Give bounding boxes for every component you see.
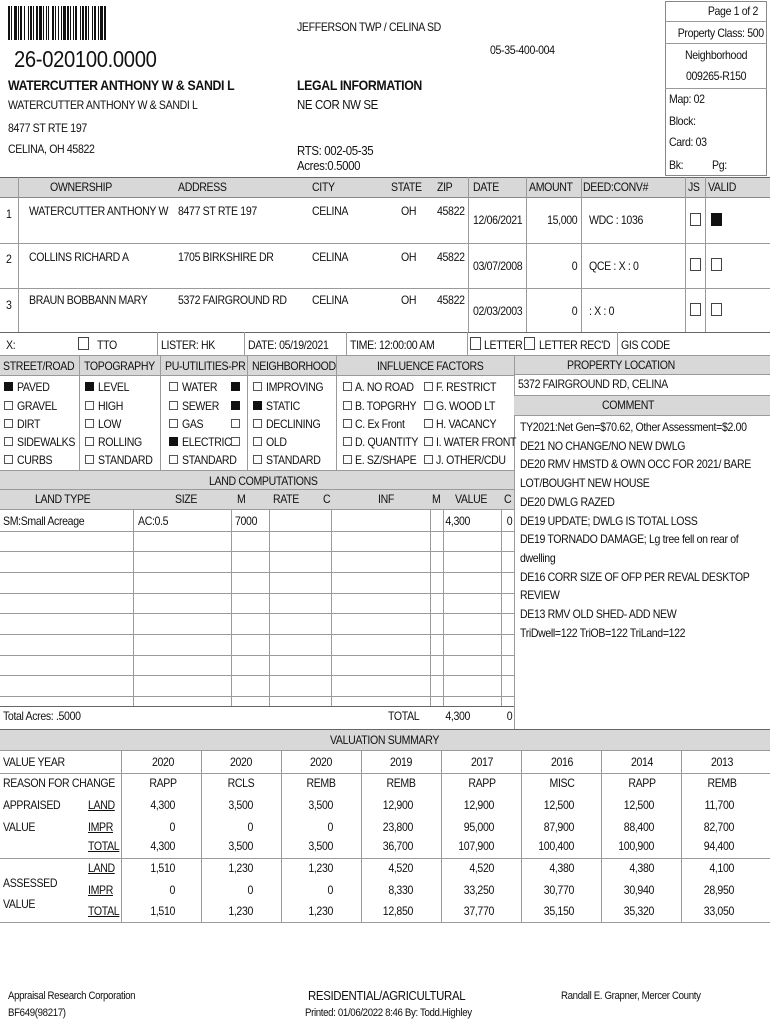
owner-zip: 45822 — [437, 204, 465, 218]
topo-checkbox[interactable] — [85, 437, 94, 446]
land-title: LAND COMPUTATIONS — [209, 474, 318, 488]
comment-line: DE13 RMV OLD SHED- ADD NEW — [520, 607, 677, 621]
street-option-label: CURBS — [17, 453, 53, 467]
reason-code: MISC — [549, 776, 575, 790]
assessed-impr: 33,250 — [463, 883, 494, 897]
topo-option-label: LEVEL — [98, 380, 130, 394]
owner-state: OH — [401, 204, 417, 218]
street-checkbox[interactable] — [4, 419, 13, 428]
assessed-land: 1,230 — [308, 861, 333, 875]
assessed-total: 37,770 — [463, 904, 494, 918]
influence-option-label: J. OTHER/CDU — [436, 453, 506, 467]
owner-name: WATERCUTTER ANTHONY W — [29, 204, 169, 218]
util-checkbox[interactable] — [169, 437, 178, 446]
influence-option-label: G. WOOD LT — [436, 399, 496, 413]
grid-line — [0, 858, 770, 859]
owner-address: 1705 BIRKSHIRE DR — [178, 250, 274, 264]
land-col-inf: INF — [378, 492, 394, 506]
col-city: CITY — [312, 180, 335, 194]
land-col-c2: C — [504, 492, 512, 506]
street-checkbox[interactable] — [4, 401, 13, 410]
impr-label: IMPR — [88, 883, 113, 897]
util-checkbox[interactable] — [169, 401, 178, 410]
footer-county: Randall E. Grapner, Mercer County — [561, 990, 701, 1002]
owner-line-2: 8477 ST RTE 197 — [8, 121, 87, 135]
topo-checkbox[interactable] — [85, 419, 94, 428]
rts: RTS: 002-05-35 — [297, 143, 374, 158]
col-state: STATE — [391, 180, 422, 194]
owner-name: BRAUN BOBBANN MARY — [29, 293, 148, 307]
property-location-title: PROPERTY LOCATION — [567, 358, 675, 372]
neigh-option-label: DECLINING — [266, 417, 321, 431]
appraised-land: 12,900 — [463, 798, 494, 812]
util-option-label: GAS — [182, 417, 204, 431]
value-year: 2017 — [470, 755, 494, 769]
land-label: LAND — [88, 798, 115, 812]
col-zip: ZIP — [437, 180, 453, 194]
col-address: ADDRESS — [178, 180, 227, 194]
land-col-type: LAND TYPE — [35, 492, 91, 506]
influence-option-label: F. RESTRICT — [436, 380, 497, 394]
sale-date: 02/03/2003 — [473, 304, 523, 318]
value-year: 2016 — [550, 755, 574, 769]
assessed-land: 4,380 — [629, 861, 654, 875]
assessed-total: 1,510 — [150, 904, 175, 918]
appraised-total: 36,700 — [382, 839, 413, 853]
util-title: PU-UTILITIES-PR — [165, 359, 246, 373]
owner-name: COLLINS RICHARD A — [29, 250, 129, 264]
comment-line: DE16 CORR SIZE OF OFP PER REVAL DESKTOP — [520, 569, 750, 584]
total-label: TOTAL — [88, 904, 120, 918]
street-title: STREET/ROAD — [3, 359, 75, 373]
land-rate: 7000 — [235, 514, 258, 528]
value-year: 2020 — [151, 755, 175, 769]
comment-line: DE19 TORNADO DAMAGE; Lg tree fell on rear of — [520, 532, 739, 547]
assessed-label: ASSESSED — [3, 876, 58, 890]
util-private-checkbox[interactable] — [231, 437, 240, 446]
influence-option-label: C. Ex Front — [355, 417, 405, 431]
appraised-impr: 0 — [327, 820, 333, 834]
total-label: TOTAL — [88, 839, 120, 853]
util-private-checkbox[interactable] — [231, 401, 240, 410]
land-col-m: M — [237, 492, 246, 506]
street-option-label: DIRT — [17, 417, 41, 431]
assessed-land: 4,100 — [709, 861, 734, 875]
value-year: 2019 — [389, 755, 413, 769]
neigh-option-label: STATIC — [266, 399, 300, 413]
influence-option-label: B. TOPGRHY — [355, 399, 417, 413]
pg-label: Pg: — [712, 158, 727, 172]
util-option-label: ELECTRIC — [182, 435, 232, 449]
influence-checkbox[interactable] — [424, 455, 433, 464]
topo-checkbox[interactable] — [85, 382, 94, 391]
util-option-label: SEWER — [182, 399, 219, 413]
neigh-checkbox[interactable] — [253, 419, 262, 428]
owner-city: CELINA — [312, 250, 349, 264]
lister-time: TIME: 12:00:00 AM — [350, 338, 435, 352]
assessed-land: 4,520 — [469, 861, 494, 875]
value-year-label: VALUE YEAR — [3, 755, 65, 769]
owner-state: OH — [401, 293, 417, 307]
sale-amount: 0 — [571, 304, 577, 318]
influence-checkbox[interactable] — [343, 382, 352, 391]
reason-code: REMB — [386, 776, 416, 790]
appraised-total: 100,400 — [538, 839, 574, 853]
deed-conv: WDC : 1036 — [589, 213, 643, 227]
assessed-impr: 0 — [247, 883, 253, 897]
appraised-total: 3,500 — [228, 839, 253, 853]
col-amount: AMOUNT — [529, 180, 573, 194]
map-id: 05-35-400-004 — [490, 43, 555, 57]
ownership-header-bar — [0, 177, 770, 197]
appraised-land: 12,900 — [382, 798, 413, 812]
owner-zip: 45822 — [437, 250, 465, 264]
reason-code: REMB — [707, 776, 737, 790]
assessed-total: 35,150 — [543, 904, 574, 918]
reason-code: RAPP — [468, 776, 496, 790]
appraised-land: 12,500 — [623, 798, 654, 812]
util-option-label: STANDARD — [182, 453, 237, 467]
appraised-impr: 82,700 — [703, 820, 734, 834]
valid-checkbox[interactable] — [711, 303, 722, 316]
street-option-label: SIDEWALKS — [17, 435, 76, 449]
topo-checkbox[interactable] — [85, 401, 94, 410]
assessed-total: 33,050 — [703, 904, 734, 918]
util-option-label: WATER — [182, 380, 218, 394]
bk-label: Bk: — [669, 158, 684, 172]
topo-option-label: HIGH — [98, 399, 123, 413]
appraised-impr: 88,400 — [623, 820, 654, 834]
land-type: SM:Small Acreage — [3, 514, 85, 528]
assessed-total: 12,850 — [382, 904, 413, 918]
appraised-impr: 23,800 — [382, 820, 413, 834]
block-label: Block: — [669, 114, 696, 128]
influence-checkbox[interactable] — [343, 419, 352, 428]
influence-checkbox[interactable] — [424, 419, 433, 428]
appraised-land: 11,700 — [704, 798, 734, 812]
lister-date: DATE: 05/19/2021 — [248, 338, 329, 352]
assessed-land: 1,230 — [228, 861, 253, 875]
comment-line: REVIEW — [520, 588, 560, 603]
comment-title: COMMENT — [602, 398, 655, 412]
appraised-land: 12,500 — [543, 798, 574, 812]
neigh-option-label: OLD — [266, 435, 287, 449]
influence-title: INFLUENCE FACTORS — [377, 359, 484, 373]
tto-label: TTO — [97, 338, 117, 352]
deed-conv: QCE : X : 0 — [589, 259, 639, 273]
comment-line: LOT/BOUGHT NEW HOUSE — [520, 476, 650, 491]
footer-form-type: RESIDENTIAL/AGRICULTURAL — [308, 988, 466, 1003]
neigh-option-label: STANDARD — [266, 453, 321, 467]
reason-code: RAPP — [628, 776, 656, 790]
x-label: X: — [6, 338, 16, 352]
total-acres: Total Acres: .5000 — [3, 709, 81, 723]
owner-zip: 45822 — [437, 293, 465, 307]
property-class: Property Class: 500 — [677, 26, 764, 40]
topo-option-label: ROLLING — [98, 435, 142, 449]
letter-recd-checkbox[interactable] — [524, 337, 535, 350]
appraised-total: 107,900 — [458, 839, 494, 853]
owner-address: 5372 FAIRGROUND RD — [178, 293, 287, 307]
appraised-label: APPRAISED — [3, 798, 61, 812]
influence-checkbox[interactable] — [424, 382, 433, 391]
assessed-total: 1,230 — [308, 904, 333, 918]
appraised-land: 3,500 — [228, 798, 253, 812]
reason-code: RAPP — [149, 776, 177, 790]
land-c: 0 — [506, 514, 512, 528]
col-js: JS — [688, 180, 700, 194]
sale-date: 12/06/2021 — [473, 213, 523, 227]
letter-checkbox[interactable] — [470, 337, 481, 350]
deed-conv: : X : 0 — [589, 304, 615, 318]
assessed-land: 4,380 — [549, 861, 574, 875]
letter-recd-label: LETTER REC'D — [539, 338, 611, 352]
land-col-m2: M — [432, 492, 441, 506]
appraised-total: 94,400 — [703, 839, 734, 853]
influence-option-label: I. WATER FRONT — [436, 435, 517, 449]
legal-title: LEGAL INFORMATION — [297, 77, 422, 93]
assessed-total: 1,230 — [228, 904, 253, 918]
assessed-impr: 0 — [169, 883, 175, 897]
street-checkbox[interactable] — [4, 382, 13, 391]
comment-line: DE19 UPDATE; DWLG IS TOTAL LOSS — [520, 513, 698, 528]
street-option-label: PAVED — [17, 380, 50, 394]
topo-option-label: STANDARD — [98, 453, 153, 467]
assessed-land: 1,510 — [150, 861, 175, 875]
appraised-total: 100,900 — [618, 839, 654, 853]
js-checkbox[interactable] — [690, 258, 701, 271]
land-value: 4,300 — [445, 514, 470, 528]
util-checkbox[interactable] — [169, 455, 178, 464]
col-valid: VALID — [708, 180, 736, 194]
owner-state: OH — [401, 250, 417, 264]
js-checkbox[interactable] — [690, 303, 701, 316]
gis-code-label: GIS CODE — [621, 338, 670, 352]
topo-checkbox[interactable] — [85, 455, 94, 464]
row-number: 3 — [6, 298, 12, 312]
letter-label: LETTER — [484, 338, 523, 352]
comment-line: DE20 RMV HMSTD & OWN OCC FOR 2021/ BARE — [520, 457, 751, 472]
valuation-title: VALUATION SUMMARY — [330, 733, 440, 747]
page-number: Page 1 of 2 — [707, 4, 758, 18]
neigh-title: NEIGHBORHOOD — [252, 359, 336, 373]
neighborhood-code: 009265-R150 — [686, 69, 747, 83]
influence-option-label: A. NO ROAD — [355, 380, 414, 394]
sale-amount: 0 — [571, 259, 577, 273]
influence-option-label: H. VACANCY — [436, 417, 497, 431]
reason-code: RCLS — [227, 776, 255, 790]
influence-checkbox[interactable] — [424, 437, 433, 446]
comment-line: TriDwell=122 TriOB=122 TriLand=122 — [520, 625, 686, 640]
appraised-impr: 0 — [247, 820, 253, 834]
util-checkbox[interactable] — [169, 419, 178, 428]
sale-date: 03/07/2008 — [473, 259, 523, 273]
land-size: AC:0.5 — [138, 514, 169, 528]
comment-line: DE21 NO CHANGE/NO NEW DWLG — [520, 438, 686, 453]
influence-checkbox[interactable] — [343, 455, 352, 464]
parcel-number: 26-020100.0000 — [14, 46, 157, 72]
appraised-land: 3,500 — [308, 798, 333, 812]
topo-option-label: LOW — [98, 417, 122, 431]
appraised-impr: 95,000 — [463, 820, 494, 834]
util-checkbox[interactable] — [169, 382, 178, 391]
assessed-impr: 8,330 — [388, 883, 413, 897]
land-col-rate: RATE — [273, 492, 299, 506]
neigh-checkbox[interactable] — [253, 437, 262, 446]
assessed-impr: 0 — [327, 883, 333, 897]
tto-checkbox[interactable] — [78, 337, 89, 350]
col-deed: DEED:CONV# — [583, 180, 649, 194]
owner-line-1: WATERCUTTER ANTHONY W & SANDI L — [8, 98, 198, 112]
owner-line-3: CELINA, OH 45822 — [8, 142, 95, 156]
reason-label: REASON FOR CHANGE — [3, 776, 115, 790]
grid-line — [0, 922, 770, 923]
assessed-value-label: VALUE — [3, 897, 36, 911]
land-label: LAND — [88, 861, 115, 875]
valid-checkbox[interactable] — [711, 258, 722, 271]
owner-city: CELINA — [312, 293, 349, 307]
influence-checkbox[interactable] — [343, 437, 352, 446]
assessed-impr: 30,940 — [623, 883, 654, 897]
owner-city: CELINA — [312, 204, 349, 218]
legal-description: NE COR NW SE — [297, 97, 378, 112]
footer-company: Appraisal Research Corporation — [8, 990, 136, 1002]
street-option-label: GRAVEL — [17, 399, 57, 413]
influence-option-label: E. SZ/SHAPE — [355, 453, 417, 467]
reason-code: REMB — [306, 776, 336, 790]
appraised-total: 3,500 — [308, 839, 333, 853]
assessed-total: 35,320 — [623, 904, 654, 918]
appraised-impr: 0 — [169, 820, 175, 834]
land-total-label: TOTAL — [388, 709, 420, 723]
assessed-land: 4,520 — [388, 861, 413, 875]
sale-amount: 15,000 — [546, 213, 577, 227]
owner-name-bold: WATERCUTTER ANTHONY W & SANDI L — [8, 77, 235, 93]
value-year: 2020 — [309, 755, 333, 769]
property-location-value: 5372 FAIRGROUND RD, CELINA — [518, 377, 668, 391]
card-label: Card: 03 — [669, 135, 707, 149]
util-private-checkbox[interactable] — [231, 419, 240, 428]
appraised-value-label: VALUE — [3, 820, 36, 834]
value-year: 2014 — [630, 755, 654, 769]
street-checkbox[interactable] — [4, 437, 13, 446]
impr-label: IMPR — [88, 820, 113, 834]
assessed-impr: 30,770 — [543, 883, 574, 897]
appraised-impr: 87,900 — [543, 820, 574, 834]
js-checkbox[interactable] — [690, 213, 701, 226]
influence-checkbox[interactable] — [343, 401, 352, 410]
topo-title: TOPOGRAPHY — [84, 359, 155, 373]
util-private-checkbox[interactable] — [231, 382, 240, 391]
influence-checkbox[interactable] — [424, 401, 433, 410]
owner-address: 8477 ST RTE 197 — [178, 204, 257, 218]
col-ownership: OWNERSHIP — [50, 180, 112, 194]
neigh-checkbox[interactable] — [253, 401, 262, 410]
acres: Acres:0.5000 — [297, 158, 361, 173]
col-date: DATE — [473, 180, 499, 194]
footer-form-id: BF649(98217) — [8, 1007, 66, 1019]
footer-printed: Printed: 01/06/2022 8:46 By: Todd.Highley — [305, 1007, 472, 1019]
street-checkbox[interactable] — [4, 455, 13, 464]
barcode — [8, 6, 182, 40]
land-col-value: VALUE — [455, 492, 488, 506]
land-col-c: C — [323, 492, 331, 506]
comment-line: TY2021:Net Gen=$70.62, Other Assessment=$2.00 — [520, 420, 747, 434]
row-number: 2 — [6, 252, 12, 266]
land-col-size: SIZE — [175, 492, 198, 506]
neigh-option-label: IMPROVING — [266, 380, 324, 394]
neighborhood-label: Neighborhood — [685, 48, 748, 62]
row-number: 1 — [6, 207, 12, 221]
neigh-checkbox[interactable] — [253, 455, 262, 464]
comment-line: DE20 DWLG RAZED — [520, 494, 615, 509]
grid-line — [0, 773, 770, 774]
land-total-value: 4,300 — [445, 709, 470, 723]
appraised-land: 4,300 — [150, 798, 175, 812]
appraised-total: 4,300 — [150, 839, 175, 853]
land-total-c: 0 — [506, 709, 512, 723]
district: JEFFERSON TWP / CELINA SD — [297, 20, 441, 34]
value-year: 2013 — [710, 755, 734, 769]
value-year: 2020 — [229, 755, 253, 769]
influence-option-label: D. QUANTITY — [355, 435, 419, 449]
valid-checkbox[interactable] — [711, 213, 722, 226]
comment-line: dwelling — [520, 550, 556, 565]
map-label: Map: 02 — [669, 92, 705, 106]
assessed-impr: 28,950 — [703, 883, 734, 897]
lister-label: LISTER: HK — [161, 338, 215, 352]
neigh-checkbox[interactable] — [253, 382, 262, 391]
